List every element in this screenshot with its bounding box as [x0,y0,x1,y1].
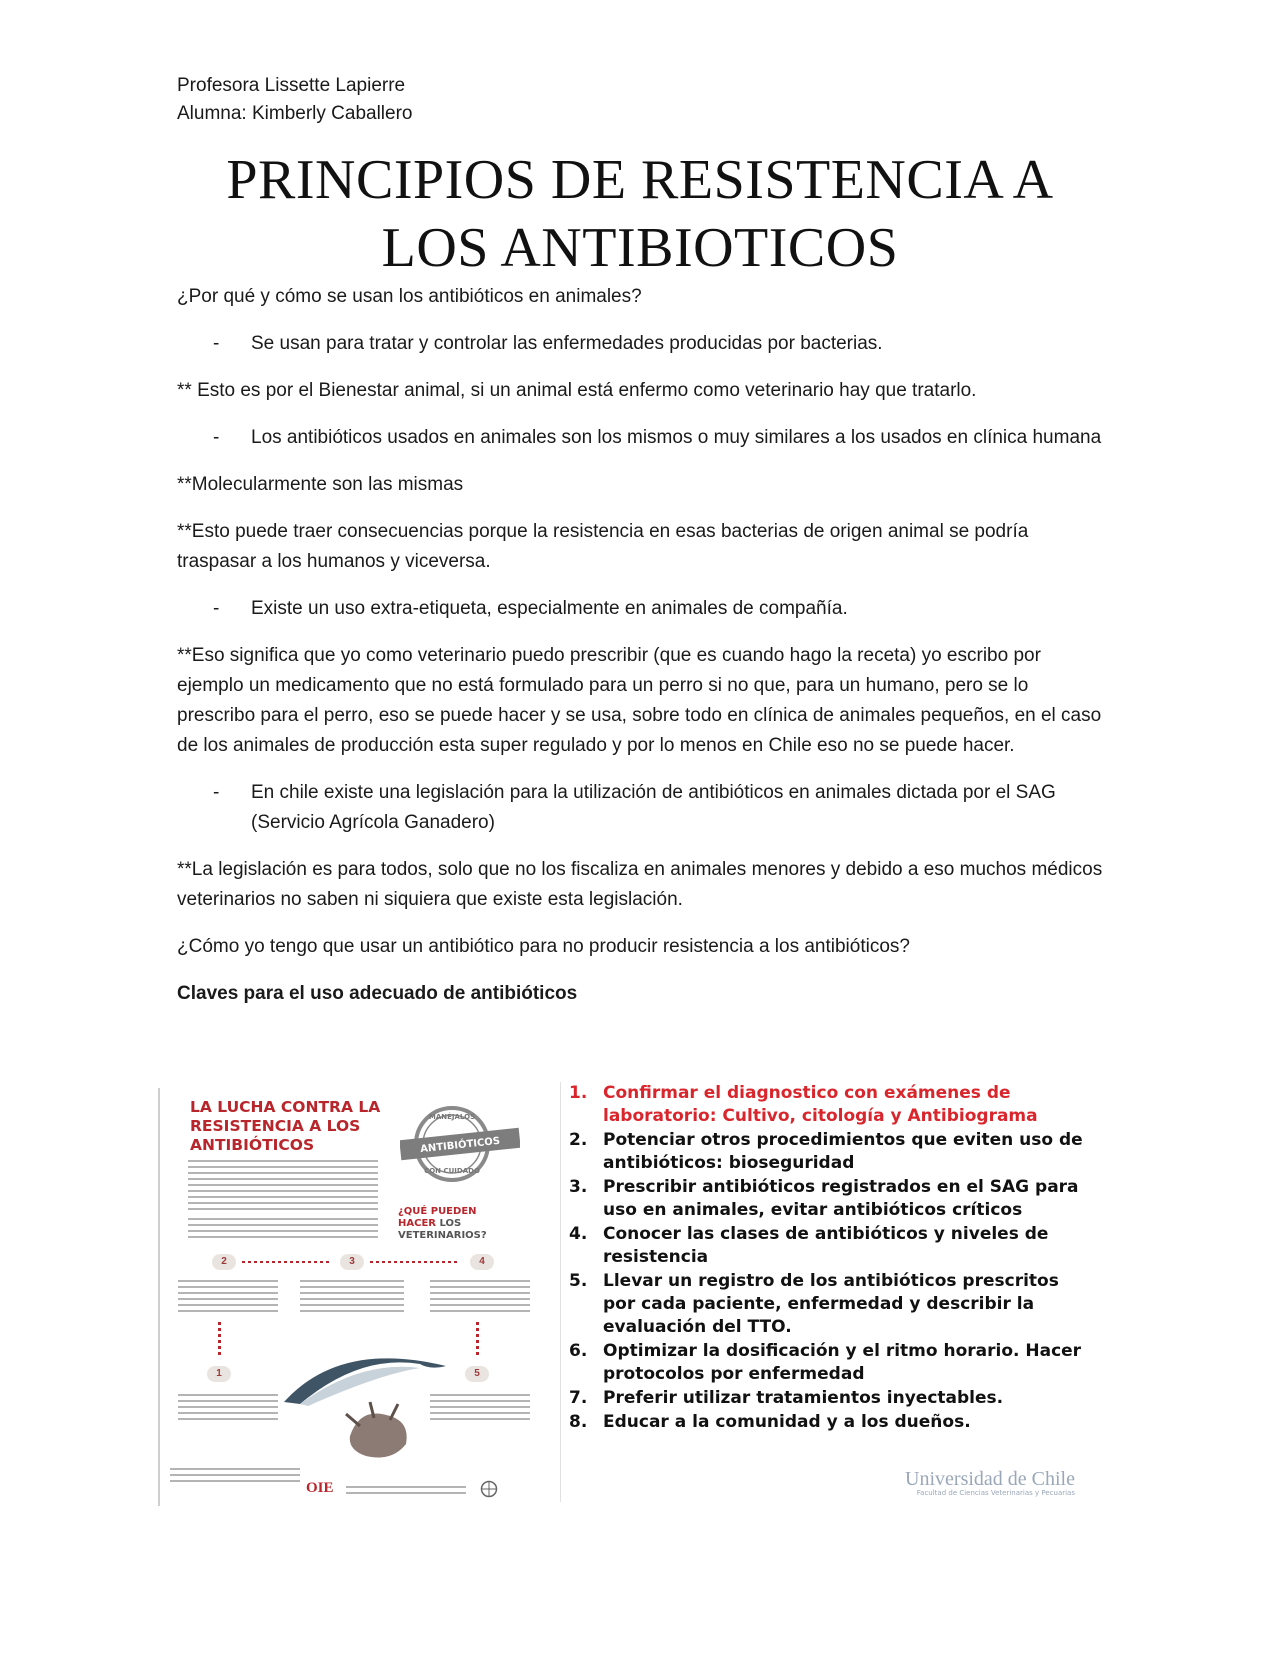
poster-paragraph [188,1218,378,1242]
who-globe-logo-icon [480,1480,498,1498]
list-item-text: Confirmar el diagnostico con exámenes de laboratorio: Cultivo, citología y Antibiograma [603,1083,1038,1126]
bullet-item [177,329,1107,359]
step-number: 1 [207,1366,231,1382]
note-paragraph: **La legislación es para todos, solo que no los fiscaliza en animales menores y debido a eso muchos médicos veterinarios no saben ni siquiera que existe esta legislación. [177,859,1103,910]
bullet-text: Existe un uso extra-etiqueta, especialmente en animales de compañía. [251,598,848,619]
poster-footer-text [346,1486,466,1494]
stamp-bottom-text: CON CUIDADO [424,1167,480,1175]
bullet-text: Los antibióticos usados en animales son los mismos o muy similares a los usados en clínica humana [251,427,1102,448]
step-number: 5 [465,1366,489,1382]
oie-logo: OIE [306,1480,334,1496]
list-item-text: Potenciar otros procedimientos que eviten uso de antibióticos: bioseguridad [603,1130,1083,1173]
list-item [569,1387,1083,1410]
poster-paragraph [300,1280,404,1314]
list-item-number: 8. [569,1412,588,1432]
list-item-text: Educar a la comunidad y a los dueños. [603,1412,971,1432]
keys-list [561,1082,1083,1434]
poster-paragraph [188,1160,378,1210]
step-number: 2 [212,1254,236,1270]
stamp-mid-text: ANTIBIÓTICOS [419,1135,501,1156]
poster-question-rest: LOS VETERINARIOS? [398,1218,487,1241]
note-paragraph: ** Esto es por el Bienestar animal, si un animal está enfermo como veterinario hay que tratarlo. [177,380,977,401]
section-heading: Claves para el uso adecuado de antibióticos [177,983,578,1004]
list-item-number: 7. [569,1388,588,1408]
university-watermark [905,1469,1075,1498]
dotted-connector [218,1322,221,1358]
poster-question-red: ¿QUÉ PUEDEN HACER [398,1206,477,1229]
list-item [569,1176,1083,1222]
stamp-badge-icon [400,1104,520,1184]
list-item-number: 2. [569,1130,588,1150]
poster-paragraph [178,1394,278,1424]
dotted-connector [370,1261,460,1263]
bullet-dash: - [213,333,220,354]
university-name: Universidad de Chile [905,1468,1075,1490]
bullet-item [177,423,1107,453]
question-1: ¿Por qué y cómo se usan los antibióticos en animales? [177,286,642,307]
list-item-text: Llevar un registro de los antibióticos prescritos por cada paciente, enfermedad y describir la evaluación del TTO. [603,1271,1059,1337]
poster-paragraph [430,1280,530,1314]
note-paragraph: **Esto puede traer consecuencias porque la resistencia en esas bacterias de origen animal se podría traspasar a los humanos y viceversa. [177,521,1029,572]
dotted-connector [476,1322,479,1358]
document-body [177,282,1107,1027]
list-item-text: Conocer las clases de antibióticos y niveles de resistencia [603,1224,1049,1267]
bullet-item [177,778,1107,838]
document-header [177,72,413,128]
step-number: 3 [340,1254,364,1270]
title-line-1: PRINCIPIOS DE RESISTENCIA A [226,149,1054,211]
student-line: Alumna: Kimberly Caballero [177,103,413,124]
list-item [569,1129,1083,1175]
poster-footer-text [170,1468,300,1482]
dotted-connector [242,1261,332,1263]
poster-paragraph [178,1280,278,1314]
list-item [569,1340,1083,1386]
title-line-2: LOS ANTIBIOTICOS [381,217,899,279]
poster-paragraph [430,1394,530,1424]
document-title [150,146,1130,282]
bullet-dash: - [213,427,220,448]
list-item [569,1223,1083,1269]
list-item [569,1082,1083,1128]
list-item-number: 5. [569,1271,588,1291]
animal-paw-illustration-icon [340,1396,420,1466]
list-item-text: Preferir utilizar tratamientos inyectables. [603,1388,1004,1408]
bullet-text: Se usan para tratar y controlar las enfermedades producidas por bacterias. [251,333,883,354]
poster-title: LA LUCHA CONTRA LA RESISTENCIA A LOS ANTIBIÓTICOS [190,1098,381,1154]
university-faculty: Facultad de Ciencias Veterinarias y Pecuarias [916,1489,1075,1497]
list-item-number: 3. [569,1177,588,1197]
list-item-number: 1. [569,1083,588,1103]
question-2: ¿Cómo yo tengo que usar un antibiótico para no producir resistencia a los antibióticos? [177,936,910,957]
list-item [569,1270,1083,1339]
stamp-top-text: MANÉJALOS [428,1113,476,1121]
step-number: 4 [470,1254,494,1270]
note-paragraph: **Eso significa que yo como veterinario puedo prescribir (que es cuando hago la receta) yo escribo por ejemplo un medicamento que no está formulado para un perro si no que, para un humano, pero se lo prescribo para el perro, eso se puede hacer y se usa, sobre todo en clínica de animales pequeños, en el caso de los animales de producción esta super regulado y por lo menos en Chile eso no se puede hacer. [177,645,1102,756]
bullet-dash: - [213,598,220,619]
list-item-number: 6. [569,1341,588,1361]
campaign-poster-image [158,1088,546,1506]
poster-question [398,1206,508,1242]
list-item-text: Prescribir antibióticos registrados en el SAG para uso en animales, evitar antibióticos críticos [603,1177,1079,1220]
list-item [569,1411,1083,1434]
list-item-text: Optimizar la dosificación y el ritmo horario. Hacer protocolos por enfermedad [603,1341,1082,1384]
bullet-text: En chile existe una legislación para la utilización de antibióticos en animales dictada por el SAG (Servicio Agrícola Ganadero) [251,782,1056,833]
list-item-number: 4. [569,1224,588,1244]
professor-line: Profesora Lissette Lapierre [177,75,406,96]
bullet-dash: - [213,782,220,803]
note-paragraph: **Molecularmente son las mismas [177,474,464,495]
bullet-item [177,594,1107,624]
antibiotic-keys-list-image [560,1082,1083,1502]
